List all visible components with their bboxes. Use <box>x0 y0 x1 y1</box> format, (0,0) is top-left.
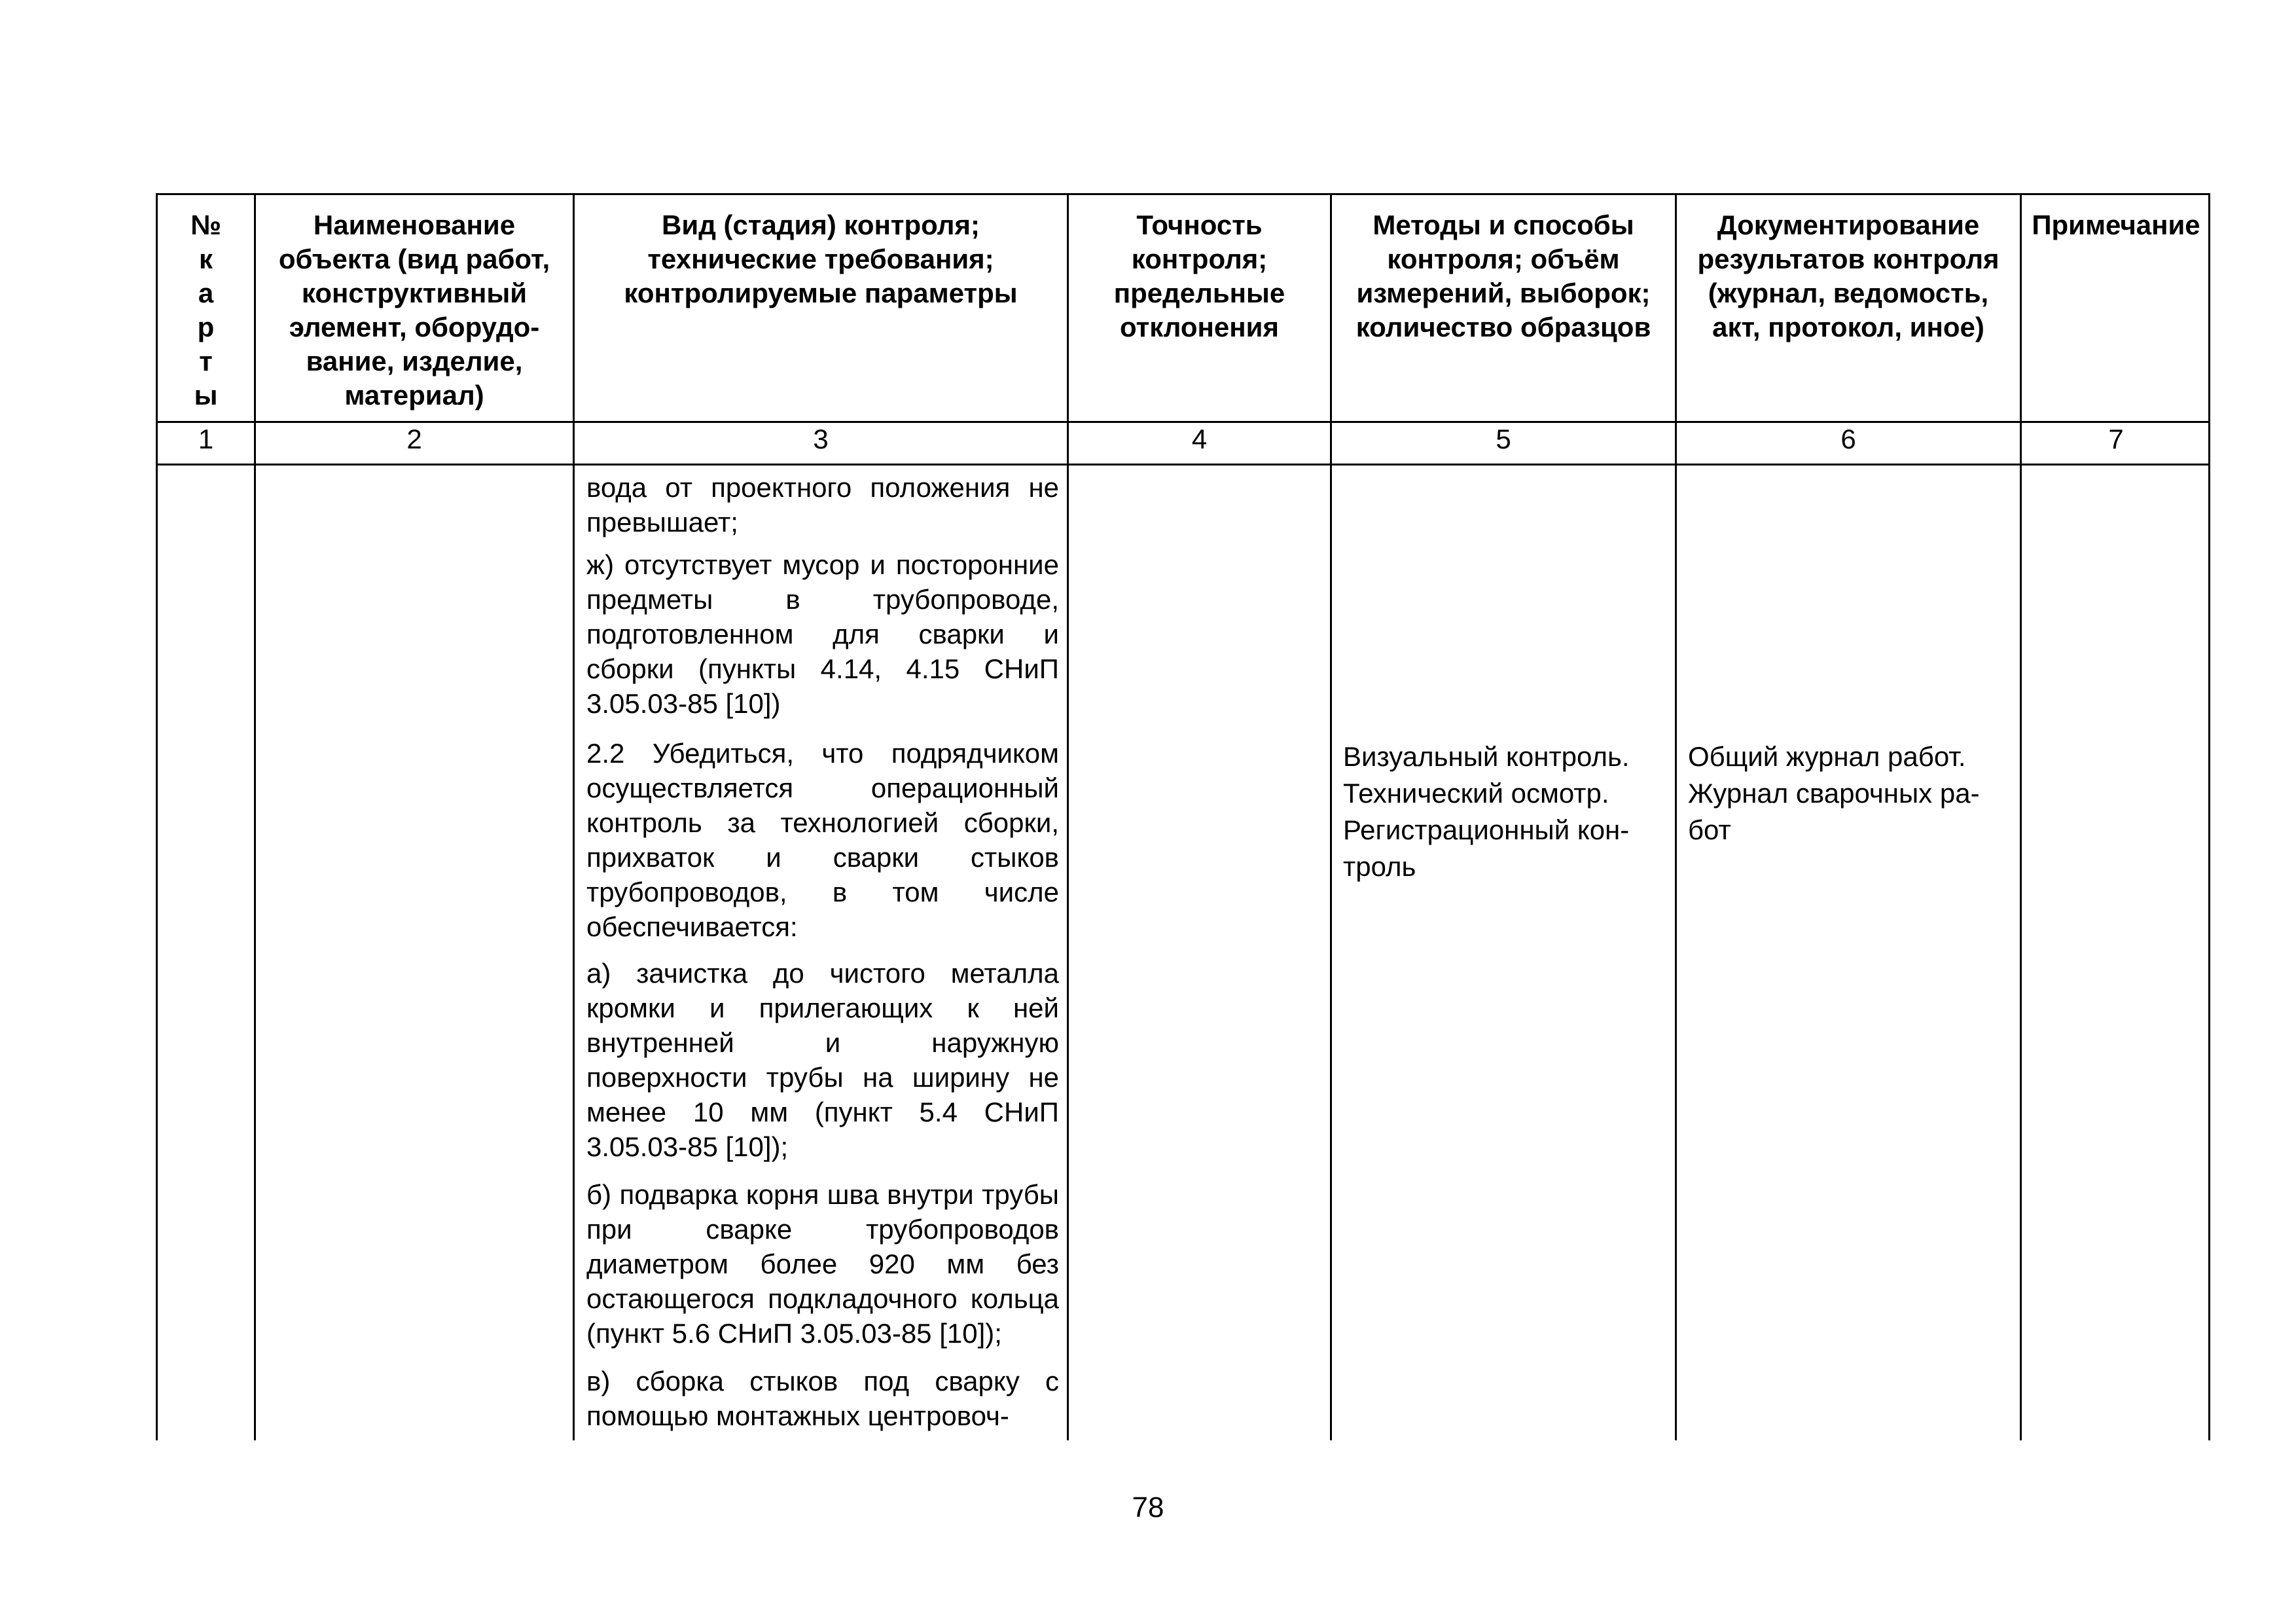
header-documentation: Документирование результатов контроля (журнал, ведомость, акт, протокол, иное) <box>1697 210 2000 342</box>
requirement-paragraph: вода от проектного положения не превышает; <box>586 472 1059 538</box>
col-divider <box>1067 195 1069 1440</box>
column-number: 4 <box>1191 424 1208 454</box>
methods-line: Технический осмотр. <box>1343 778 1609 809</box>
requirement-paragraph: в) сборка стыков под сварку с помощью монтажных центровоч- <box>586 1366 1059 1431</box>
methods-text <box>1343 739 1670 885</box>
column-number: 3 <box>813 424 829 454</box>
header-col-number: № к а р т ы <box>190 210 221 410</box>
page-number: 78 <box>1132 1491 1164 1523</box>
requirement-paragraph: б) подварка корня шва внутри трубы при сварке трубопроводов диаметром более 920 мм без остающегося подкладочного кольца (пункт 5.6 СНиП 3.05.03-85 [10]); <box>586 1179 1059 1349</box>
header-accuracy: Точность контроля; предельные отклонения <box>1113 210 1285 342</box>
documentation-line: бот <box>1688 814 1731 845</box>
column-number: 1 <box>198 424 214 454</box>
requirement-paragraph: 2.2 Убедиться, что подрядчиком осуществляется операционный контроль за технологией сборки, прихваток и сварки стыков трубопроводов, в том числе обеспечивается: <box>586 738 1059 942</box>
control-table <box>156 193 2210 1440</box>
column-number: 6 <box>1840 424 1856 454</box>
requirement-paragraph: ж) отсутствует мусор и посторонние предметы в трубопроводе, подготовленном для сварки и сборки (пункты 4.14, 4.15 СНиП 3.05.03-85 [10]) <box>586 549 1059 719</box>
methods-line: Регистрационный кон- <box>1343 814 1630 845</box>
documentation-line: Общий журнал работ. <box>1688 741 1966 772</box>
header-object-name: Наименование объекта (вид работ, конструктивный элемент, оборудо- вание, изделие, материал) <box>278 210 550 410</box>
header-methods: Методы и способы контроля; объём измерений, выборок; количество образцов <box>1355 210 1651 342</box>
header-note: Примечание <box>2032 210 2200 240</box>
column-number: 7 <box>2108 424 2124 454</box>
col-divider <box>573 195 575 1440</box>
column-number: 5 <box>1496 424 1511 454</box>
col-divider <box>2020 195 2022 1440</box>
header-control-type: Вид (стадия) контроля; технические требования; контролируемые параметры <box>624 210 1018 308</box>
methods-line: троль <box>1343 851 1416 882</box>
documentation-text <box>1688 739 2015 848</box>
col-divider <box>1675 195 1677 1440</box>
methods-line: Визуальный контроль. <box>1343 741 1630 772</box>
requirement-paragraph: а) зачистка до чистого металла кромки и прилегающих к ней внутренней и наружную поверхности трубы на ширину не менее 10 мм (пункт 5.4 СНиП 3.05.03-85 [10]); <box>586 958 1059 1162</box>
col-divider <box>1330 195 1332 1440</box>
documentation-line: Журнал сварочных ра- <box>1688 778 1980 809</box>
numbers-bottom-border <box>158 464 2208 465</box>
column-number: 2 <box>406 424 422 454</box>
